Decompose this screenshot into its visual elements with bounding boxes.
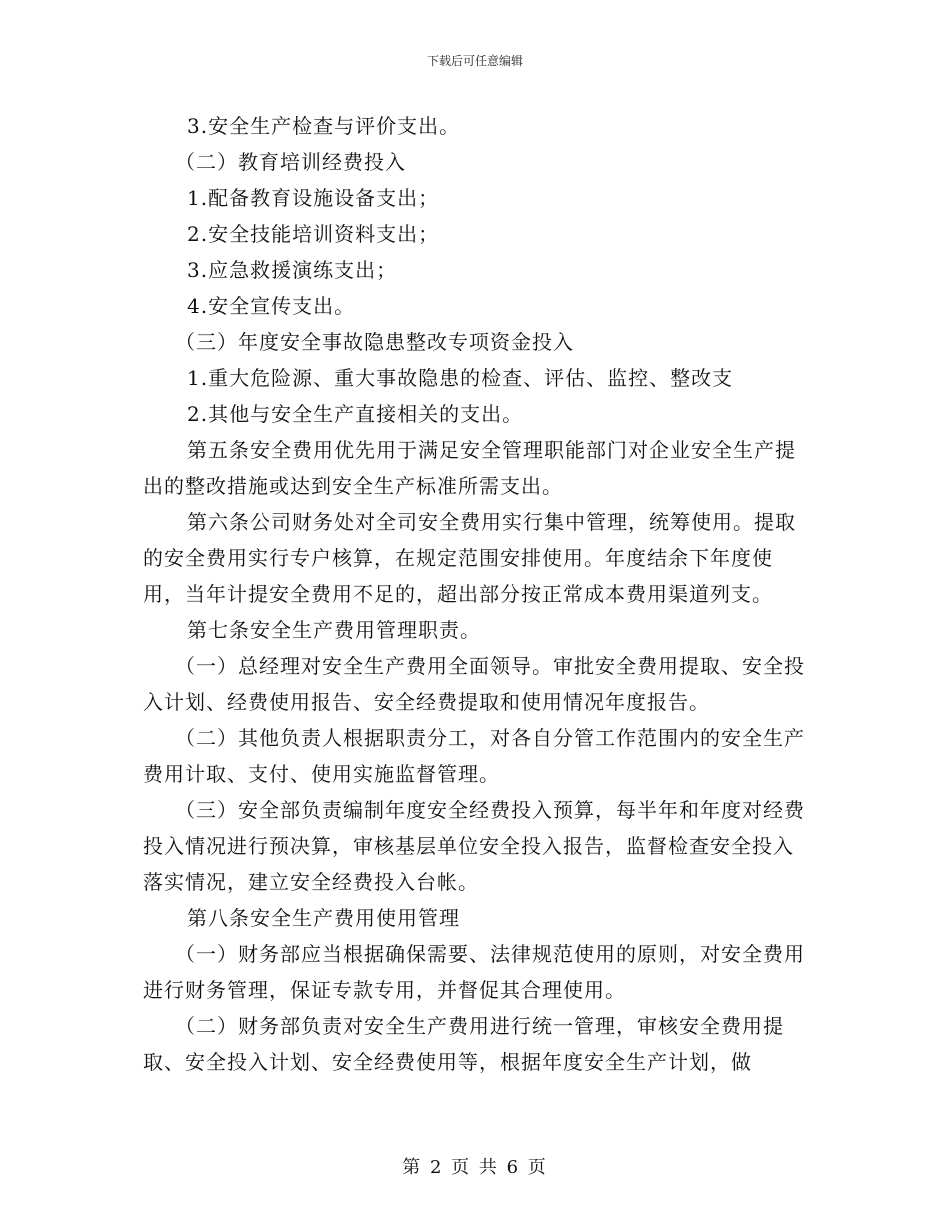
- paragraph: 3.安全生产检查与评价支出。: [187, 114, 461, 138]
- paragraph: （一）总经理对安全生产费用全面领导。审批安全费用提取、安全投入计划、经费使用报告、安全经费提取和使用情况年度报告。: [143, 654, 805, 714]
- paragraph: （二）其他负责人根据职责分工，对各自分管工作范围内的安全生产费用计取、支付、使用实施监督管理。: [143, 726, 805, 786]
- paragraph: （二）教育培训经费投入: [175, 150, 406, 174]
- paragraph: （三）年度安全事故隐患整改专项资金投入: [175, 330, 574, 354]
- paragraph: （一）财务部应当根据确保需要、法律规范使用的原则，对安全费用进行财务管理，保证专款专用，并督促其合理使用。: [143, 942, 805, 1002]
- paragraph: 3.应急救援演练支出；: [187, 258, 398, 282]
- document-body: [143, 108, 808, 1080]
- paragraph: 第七条安全生产费用管理职责。: [187, 618, 481, 642]
- paragraph: 2.其他与安全生产直接相关的支出。: [187, 402, 524, 426]
- paragraph: 2.安全技能培训资料支出；: [187, 222, 440, 246]
- paragraph: （三）安全部负责编制年度安全经费投入预算，每半年和年度对经费投入情况进行预决算，审核基层单位安全投入报告，监督检查安全投入落实情况，建立安全经费投入台帐。: [143, 798, 805, 894]
- paragraph: 第六条公司财务处对全司安全费用实行集中管理，统筹使用。提取的安全费用实行专户核算，在规定范围安排使用。年度结余下年度使用，当年计提安全费用不足的，超出部分按正常成本费用渠道列支。: [143, 510, 796, 606]
- page-number: 第 2 页 共 6 页: [402, 1157, 548, 1178]
- paragraph: （二）财务部负责对安全生产费用进行统一管理，审核安全费用提取、安全投入计划、安全经费使用等，根据年度安全生产计划，做: [143, 1014, 784, 1074]
- paragraph: 第五条安全费用优先用于满足安全管理职能部门对企业安全生产提出的整改措施或达到安全生产标准所需支出。: [143, 438, 796, 498]
- paragraph: 1.配备教育设施设备支出；: [187, 186, 440, 210]
- paragraph: 4.安全宣传支出。: [187, 294, 356, 318]
- paragraph: 第八条安全生产费用使用管理: [187, 906, 460, 930]
- paragraph: 1.重大危险源、重大事故隐患的检查、评估、监控、整改支: [187, 366, 734, 390]
- page-header: 下载后可任意编辑: [426, 54, 523, 68]
